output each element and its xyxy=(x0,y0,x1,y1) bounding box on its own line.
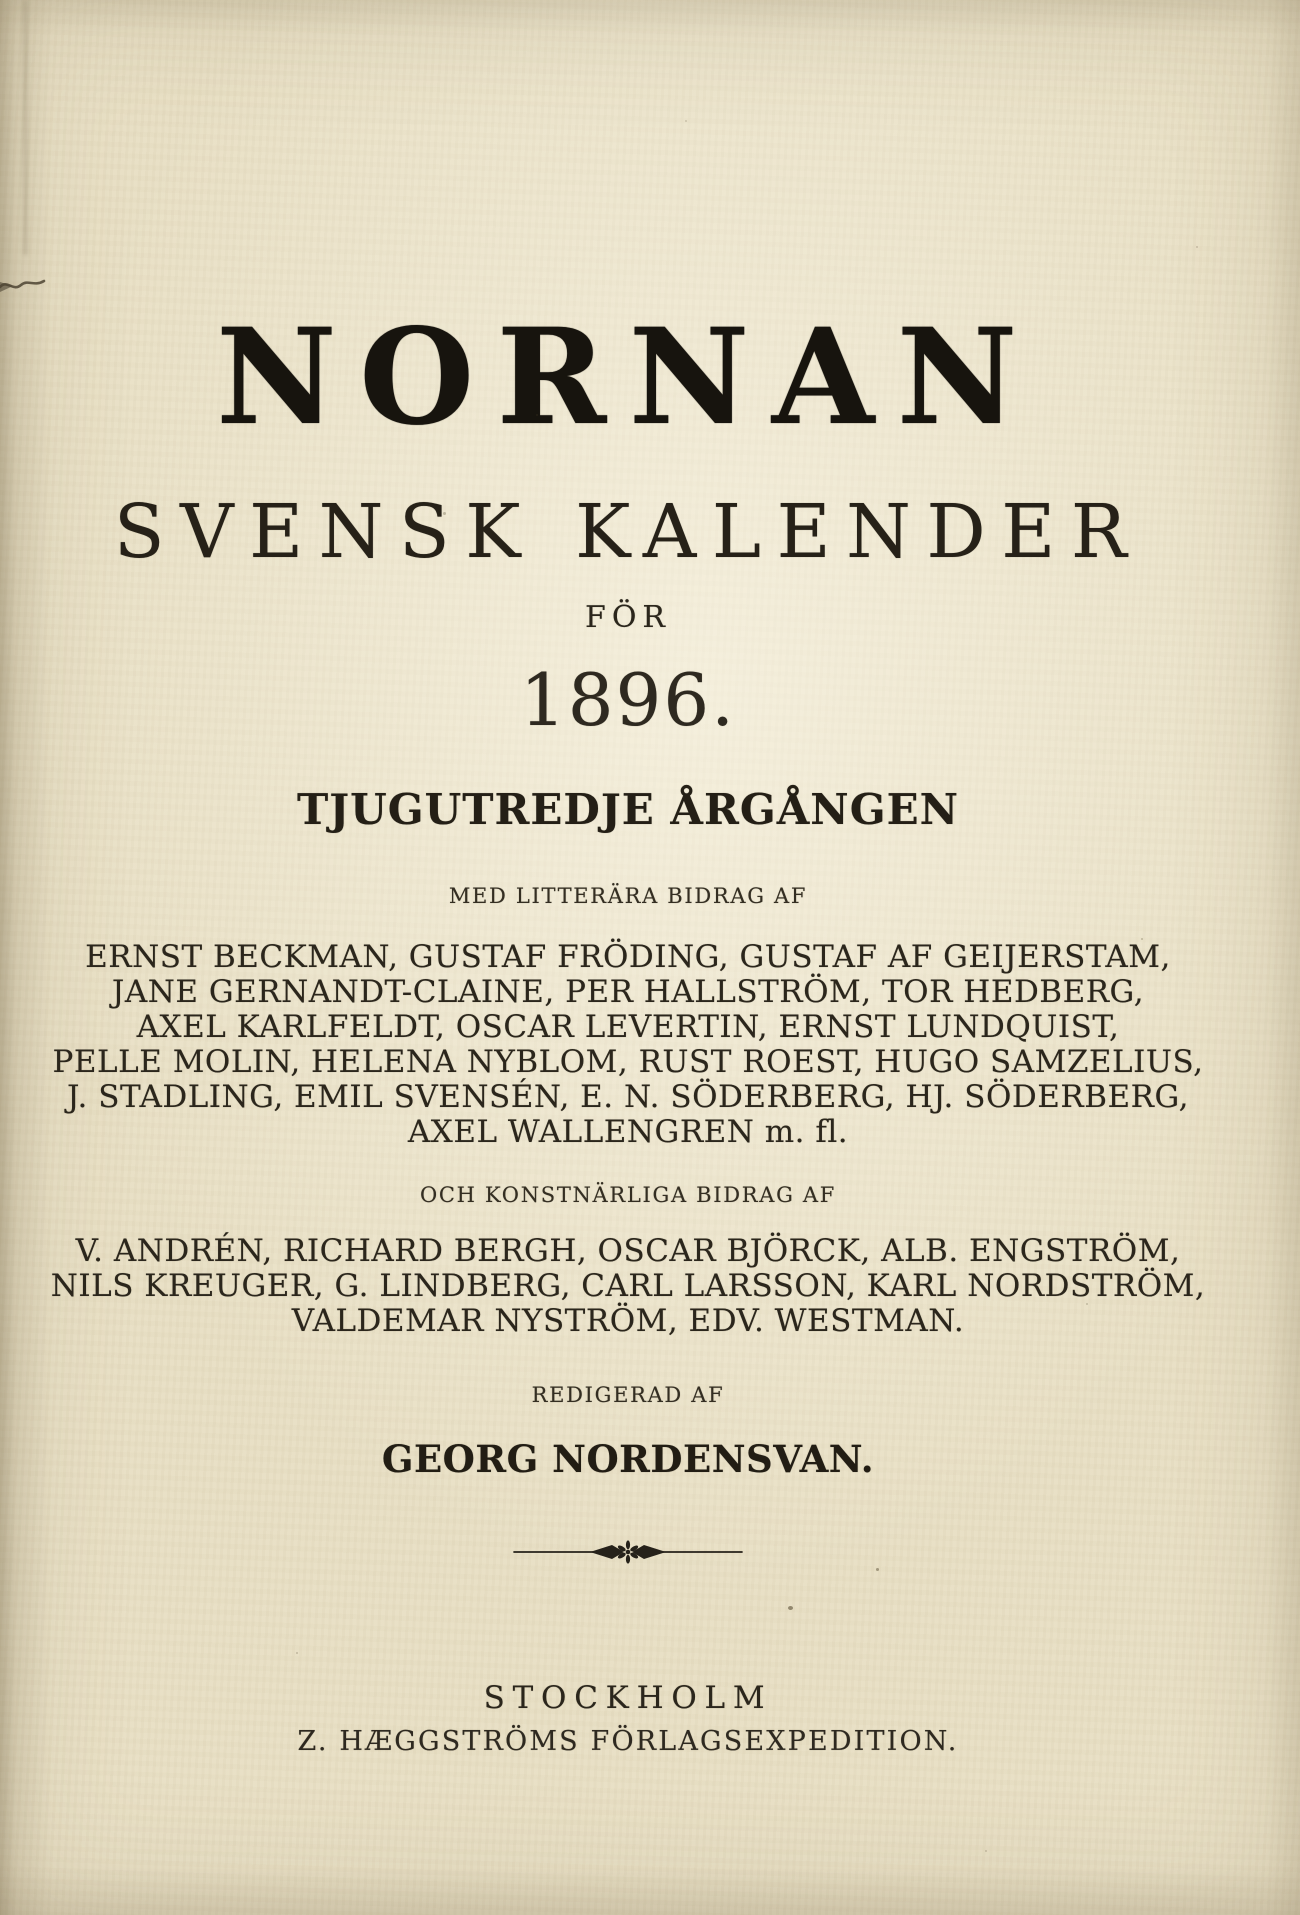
contributor-line: VALDEMAR NYSTRÖM, EDV. WESTMAN. xyxy=(291,1303,965,1339)
contributor-line: AXEL KARLFELDT, OSCAR LEVERTIN, ERNST LUNDQUIST, xyxy=(136,1009,1120,1045)
paper-speck xyxy=(876,1568,879,1571)
paper-speck xyxy=(685,120,687,122)
page-title: NORNAN xyxy=(216,300,1040,455)
for-label: FÖR xyxy=(585,600,671,635)
edited-by-label: REDIGERAD AF xyxy=(531,1383,725,1407)
contributor-line: ERNST BECKMAN, GUSTAF FRÖDING, GUSTAF AF GEIJERSTAM, xyxy=(85,939,1171,975)
artistic-contributors-heading: OCH KONSTNÄRLIGA BIDRAG AF xyxy=(420,1183,836,1207)
literary-contributors-heading: MED LITTERÄRA BIDRAG AF xyxy=(448,884,808,908)
contributor-line: J. STADLING, EMIL SVENSÉN, E. N. SÖDERBERG, HJ. SÖDERBERG, xyxy=(67,1079,1189,1115)
paper-speck xyxy=(985,1850,987,1852)
contributor-line: NILS KREUGER, G. LINDBERG, CARL LARSSON, KARL NORDSTRÖM, xyxy=(50,1268,1206,1304)
edition-line: TJUGUTREDJE ÅRGÅNGEN xyxy=(297,785,959,834)
imprint-publisher: Z. HÆGGSTRÖMS FÖRLAGSEXPEDITION. xyxy=(297,1726,959,1757)
divider-ornament xyxy=(512,1539,744,1565)
page-subtitle: SVENSK KALENDER xyxy=(113,489,1143,575)
paper-speck xyxy=(536,414,538,416)
paper-speck xyxy=(1086,1303,1088,1305)
year: 1896. xyxy=(519,658,737,742)
paper-speck xyxy=(1196,246,1198,248)
contributor-line: AXEL WALLENGREN m. fl. xyxy=(407,1114,849,1150)
contributor-line: JANE GERNANDT-CLAINE, PER HALLSTRÖM, TOR HEDBERG, xyxy=(111,974,1145,1010)
paper-speck xyxy=(788,1606,793,1610)
artistic-contributors-list xyxy=(51,1234,1206,1339)
paper-tear-mark xyxy=(0,258,52,304)
paper-crease xyxy=(24,0,27,255)
paper-speck xyxy=(1141,938,1143,940)
editor-name: GEORG NORDENSVAN. xyxy=(381,1437,875,1481)
contributor-line: V. ANDRÉN, RICHARD BERGH, OSCAR BJÖRCK, ALB. ENGSTRÖM, xyxy=(75,1233,1181,1269)
contributor-line: PELLE MOLIN, HELENA NYBLOM, RUST ROEST, HUGO SAMZELIUS, xyxy=(52,1044,1204,1080)
paper-speck xyxy=(296,1652,298,1654)
imprint-city: STOCKHOLM xyxy=(483,1680,773,1716)
paper-speck xyxy=(443,512,446,515)
literary-contributors-list xyxy=(53,940,1204,1150)
